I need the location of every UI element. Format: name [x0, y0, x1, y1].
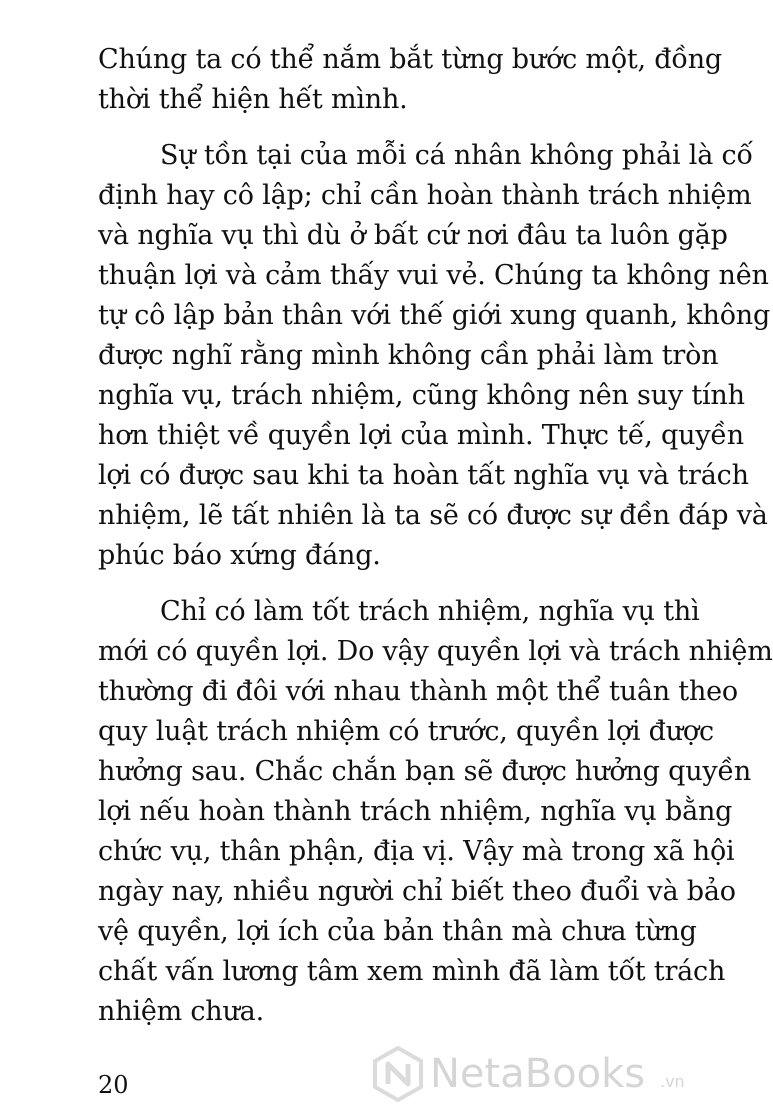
text-line: hơn thiệt về quyền lợi của mình. Thực tế, quyền	[98, 420, 744, 451]
netabooks-logo-icon	[372, 1046, 424, 1102]
text-line: ngày nay, nhiều người chỉ biết theo đuổi và bảo	[98, 876, 736, 907]
text-line: thường đi đôi với nhau thành một thể tuân theo	[98, 676, 738, 707]
text-line: vệ quyền, lợi ích của bản thân mà chưa từng	[98, 916, 697, 947]
text-line: định hay cô lập; chỉ cần hoàn thành trách nhiệm	[98, 180, 752, 211]
text-line: tự cô lập bản thân với thế giới xung quanh, không	[98, 300, 771, 331]
text-line: chức vụ, thân phận, địa vị. Vậy mà trong xã hội	[98, 836, 735, 867]
watermark	[372, 1044, 692, 1104]
text-line: thời thể hiện hết mình.	[98, 84, 408, 115]
text-line: quy luật trách nhiệm có trước, quyền lợi được	[98, 716, 714, 747]
text-line: Chỉ có làm tốt trách nhiệm, nghĩa vụ thì	[160, 596, 700, 627]
text-line: hưởng sau. Chắc chắn bạn sẽ được hưởng quyền	[98, 756, 752, 787]
text-line: nghĩa vụ, trách nhiệm, cũng không nên suy tính	[98, 380, 745, 411]
text-line: và nghĩa vụ thì dù ở bất cứ nơi đâu ta luôn gặp	[98, 220, 728, 251]
text-line: chất vấn lương tâm xem mình đã làm tốt trách	[98, 956, 726, 987]
page-number: 20	[98, 1071, 129, 1099]
text-line: lợi có được sau khi ta hoàn tất nghĩa vụ và trách	[98, 460, 749, 491]
text-line: lợi nếu hoàn thành trách nhiệm, nghĩa vụ bằng	[98, 796, 733, 827]
watermark-tld: .vn	[660, 1072, 685, 1091]
text-line: mới có quyền lợi. Do vậy quyền lợi và trách nhiệm	[98, 636, 773, 667]
text-line: nhiệm, lẽ tất nhiên là ta sẽ có được sự đền đáp và	[98, 500, 768, 531]
text-line: thuận lợi và cảm thấy vui vẻ. Chúng ta không nên	[98, 260, 769, 291]
text-line: Chúng ta có thể nắm bắt từng bước một, đồng	[98, 44, 722, 75]
text-line: Sự tồn tại của mỗi cá nhân không phải là cố	[160, 140, 753, 171]
watermark-brand: NetaBooks	[430, 1051, 646, 1097]
text-line: phúc báo xứng đáng.	[98, 540, 381, 571]
text-line: được nghĩ rằng mình không cần phải làm tròn	[98, 340, 719, 371]
text-line: nhiệm chưa.	[98, 996, 264, 1027]
